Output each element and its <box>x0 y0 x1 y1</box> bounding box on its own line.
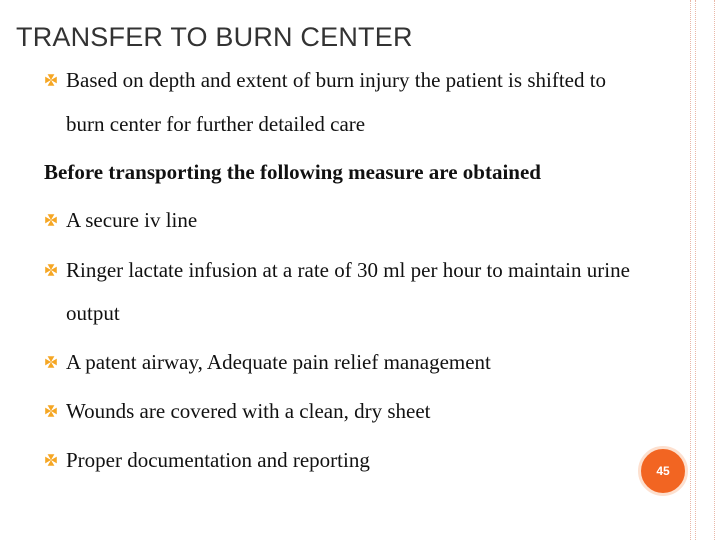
page-number-badge <box>638 446 688 496</box>
intro-bullet-line-2: burn center for further detailed care <box>66 112 366 136</box>
cross-pattee-bullet-icon <box>44 355 58 369</box>
bullet-airway: A patent airway, Adequate pain relief management <box>66 350 491 374</box>
subheading: Before transporting the following measure are obtained <box>44 160 541 184</box>
cross-pattee-bullet-icon <box>44 73 58 87</box>
bullet-ringer-lactate-line-2: output <box>66 301 120 325</box>
cross-pattee-bullet-icon <box>44 453 58 467</box>
bullet-documentation: Proper documentation and reporting <box>66 448 370 472</box>
cross-pattee-bullet-icon <box>44 263 58 277</box>
decorative-border-line <box>714 0 715 540</box>
page-number: 45 <box>656 464 670 478</box>
decorative-border-line <box>690 0 691 540</box>
intro-bullet-line-1: Based on depth and extent of burn injury the patient is shifted to <box>66 68 607 92</box>
bullet-wounds: Wounds are covered with a clean, dry sheet <box>66 399 431 423</box>
slide-title: TRANSFER TO BURN CENTER <box>16 22 413 52</box>
bullet-ringer-lactate-line-1: Ringer lactate infusion at a rate of 30 ml per hour to maintain urine <box>66 258 630 282</box>
decorative-border-line <box>695 0 696 540</box>
bullet-iv-line: A secure iv line <box>66 208 198 232</box>
cross-pattee-bullet-icon <box>44 213 58 227</box>
cross-pattee-bullet-icon <box>44 404 58 418</box>
